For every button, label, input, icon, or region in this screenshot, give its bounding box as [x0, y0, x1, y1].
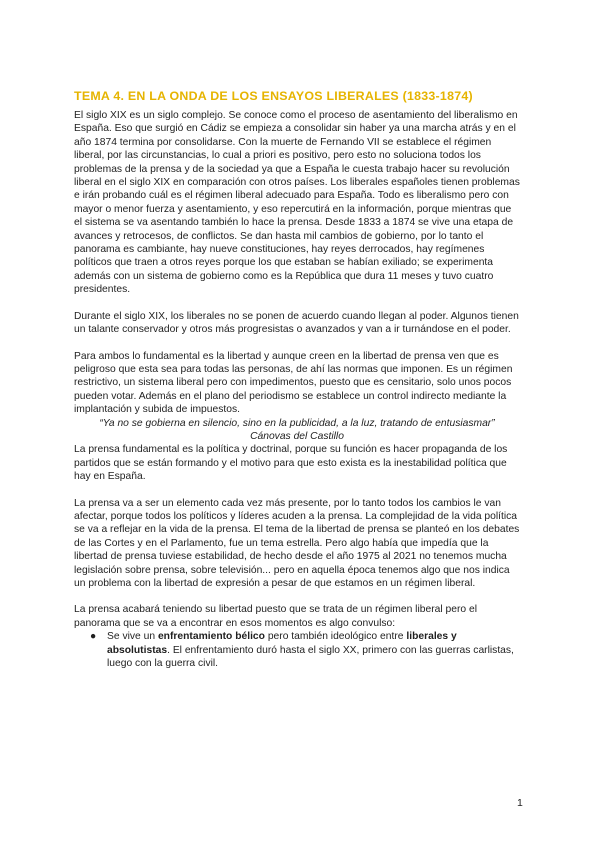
bullet-dot-icon: ● [90, 631, 97, 643]
paragraph-spacer [74, 590, 520, 603]
paragraph-spacer [74, 297, 520, 310]
bullet-bold-factions: liberales y absolutistas [107, 631, 457, 656]
bullet-text-intro: Se vive un [107, 631, 158, 643]
paragraph-liberals: Durante el siglo XIX, los liberales no se ponen de acuerdo cuando llegan al poder. Algunos tienen un talante conservador y otros más progresistas o avanzados y van a ir turnándose en el poder. [74, 310, 519, 336]
bullet-item [74, 630, 520, 670]
page-title: TEMA 4. EN LA ONDA DE LOS ENSAYOS LIBERALES (1833-1874) [74, 89, 473, 103]
bullet-list [74, 630, 520, 670]
paragraph-intro: El siglo XIX es un siglo complejo. Se conoce como el proceso de asentamiento del liberalismo en España. Eso que surgió en Cádiz se empieza a consolidar sin haber ya una marcha atrás y en el año 1874 termina por consolidarse. Con la muerte de Fernando VII se establece el régimen liberal, por las circunstancias, lo cual a priori es positivo, pero esto no soluciona todos los problemas de la prensa y de la sociedad ya que a España le cuesta trabajo hacer su revolución liberal en el siglo XIX en comparación con otros países. Los liberales españoles tienen problemas e irán probando cuál es el régimen liberal adecuado para España. Todo es liberalismo pero con mayor o menor fuerza y asentamiento, y eso repercutirá en la información, porque mientras que el sistema se va asentando también lo hace la prensa. Desde 1833 a 1874 se vive una etapa de avances y retrocesos, de conflictos. Se dan hasta mil cambios de gobierno, por lo tanto el panorama es cambiante, hay nueve constituciones, hay reyes derrocados, hay regímenes políticos que traen a otros reyes porque los que estaban se habían exiliado; se experimenta además con un sistema de gobierno como es la República que dura 11 meses y tuvo cuatro presidentes. [74, 110, 520, 296]
paragraph-press-presence: La prensa va a ser un elemento cada vez más presente, por lo tanto todos los cambios le van afectar, porque todos los políticos y líderes acuden a la prensa. La complejidad de la vida política se va a reflejar en la vida de la prensa. El tema de la libertad de prensa se planteó en los debates de las Cortes y en el Parlamento, fue un tema estrella. Pero algo había que impedía que la libertad de prensa tuviese estabilidad, de hecho desde el año 1975 al 2021 no tenemos mucha legislación sobre prensa, sobre televisión... pero en aquella época tenemos algo que nos indica un problema con la libertad de expresión a pesar de que estamos en un régimen liberal. [74, 497, 520, 589]
paragraph-political-press: La prensa fundamental es la política y doctrinal, porque su función es hacer propaganda de los partidos que se están formando y el motivo para que esto exista es la inestabilidad política que hay en España. [74, 444, 508, 483]
quote-author: Cánovas del Castillo [250, 430, 344, 442]
bullet-bold-conflict: enfrentamiento bélico [157, 631, 265, 643]
document-content [74, 88, 520, 670]
paragraph-spacer [74, 337, 520, 350]
page-number: 1 [517, 797, 523, 809]
quote-text: “Ya no se gobierna en silencio, sino en la publicidad, a la luz, tratando de entusiasmar” [99, 417, 495, 429]
paragraph-spacer [74, 484, 520, 497]
paragraph-freedom: Para ambos lo fundamental es la libertad y aunque creen en la libertad de prensa ven que es peligroso que esta sea para todas las personas, de ahí las normas que imponen. Es un régimen restrictivo, un sistema liberal pero con impedimentos, puesto que es censitario, solo unos pocos pueden votar. Además en el plano del periodismo se establece un control indirecto mediante la implantación y subida de impuestos. [74, 350, 513, 416]
paragraph-press-freedom-end: La prensa acabará teniendo su libertad puesto que se trata de un régimen liberal pero el panorama que se va a encontrar en esos momentos es algo convulso: [74, 604, 477, 629]
bullet-text-rest: . El enfrentamiento duró hasta el siglo XX, primero con las guerras carlistas, luego con la guerra civil. [107, 644, 514, 670]
bullet-text-middle: pero también ideológico entre [264, 631, 407, 643]
